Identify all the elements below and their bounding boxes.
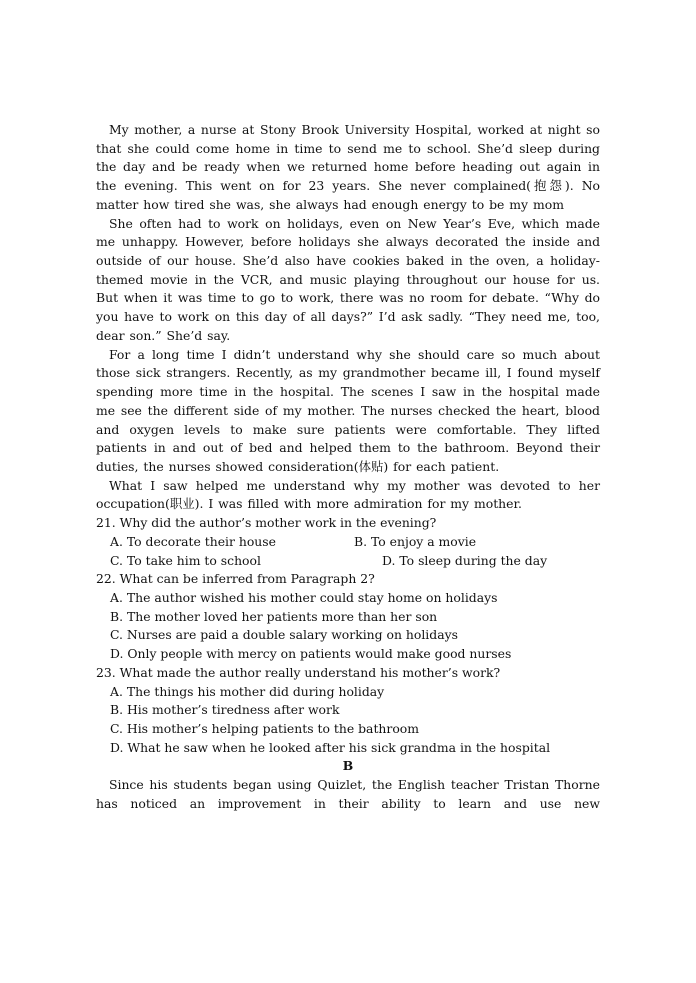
question-23-option-c: C. His mother’s helping patients to the bathroom <box>110 721 419 736</box>
question-21-options-row-2 <box>96 552 600 571</box>
question-21-option-d: D. To sleep during the day <box>382 552 548 568</box>
passage-b-heading: B <box>342 758 354 774</box>
question-21-options-row-1 <box>96 533 600 552</box>
passage-b-paragraph-1: Since his students began using Quizlet, the English teacher Tristan Thorne has noticed an improvement in their ability to learn and use new <box>96 777 600 811</box>
question-23-option-d: D. What he saw when he looked after his sick grandma in the hospital <box>110 739 551 755</box>
question-21-stem: 21. Why did the author’s mother work in the evening? <box>96 515 437 531</box>
question-22-option-d: D. Only people with mercy on patients would make good nurses <box>110 646 512 662</box>
question-22-option-b: B. The mother loved her patients more than her son <box>110 608 438 624</box>
question-21-option-b: B. To enjoy a movie <box>354 533 477 549</box>
question-21-option-c: C. To take him to school <box>110 552 261 568</box>
question-23-option-a: A. The things his mother did during holiday <box>110 683 385 699</box>
passage-a-paragraph-3: For a long time I didn’t understand why she should care so much about those sick strangers. Recently, as my grandmother became ill, I found myself spending more time in the hospital. The scenes I saw in the hospital made me see the different side of my mother. The nurses checked the heart, blood and oxygen levels to make sure patients were comfortable. They lifted patients in and out of bed and helped them to the bathroom. Beyond their duties, the nurses showed consideration(体贴) for each patient. <box>96 346 600 474</box>
question-22-option-c: C. Nurses are paid a double salary working on holidays <box>110 627 458 643</box>
passage-a-paragraph-2: She often had to work on holidays, even on New Year’s Eve, which made me unhappy. However, before holidays she always decorated the inside and outside of our house. She’d also have cookies baked in the oven, a holiday-themed movie in the VCR, and music playing throughout our house for us. But when it was time to go to work, there was no room for debate. “Why do you have to work on this day of all days?” I’d ask sadly. “They need me, too, dear son.” She’d say. <box>96 215 600 343</box>
question-23-stem: 23. What made the author really understand his mother’s work? <box>96 664 501 680</box>
passage-a-paragraph-4: What I saw helped me understand why my mother was devoted to her occupation(职业). I was filled with more admiration for my mother. <box>96 477 600 512</box>
question-22-option-a: A. The author wished his mother could stay home on holidays <box>110 589 498 605</box>
question-22-stem: 22. What can be inferred from Paragraph 2? <box>96 571 375 587</box>
exam-content <box>96 121 600 814</box>
passage-a-paragraph-1: My mother, a nurse at Stony Brook University Hospital, worked at night so that she could come home in time to send me to school. She’d sleep during the day and be ready when we returned home before heading out again in the evening. This went on for 23 years. She never complained(抱怨). No matter how tired she was, she always had enough energy to be my mom <box>96 122 600 212</box>
question-23-option-b: B. His mother’s tiredness after work <box>110 702 340 718</box>
question-21-option-a: A. To decorate their house <box>110 533 276 549</box>
